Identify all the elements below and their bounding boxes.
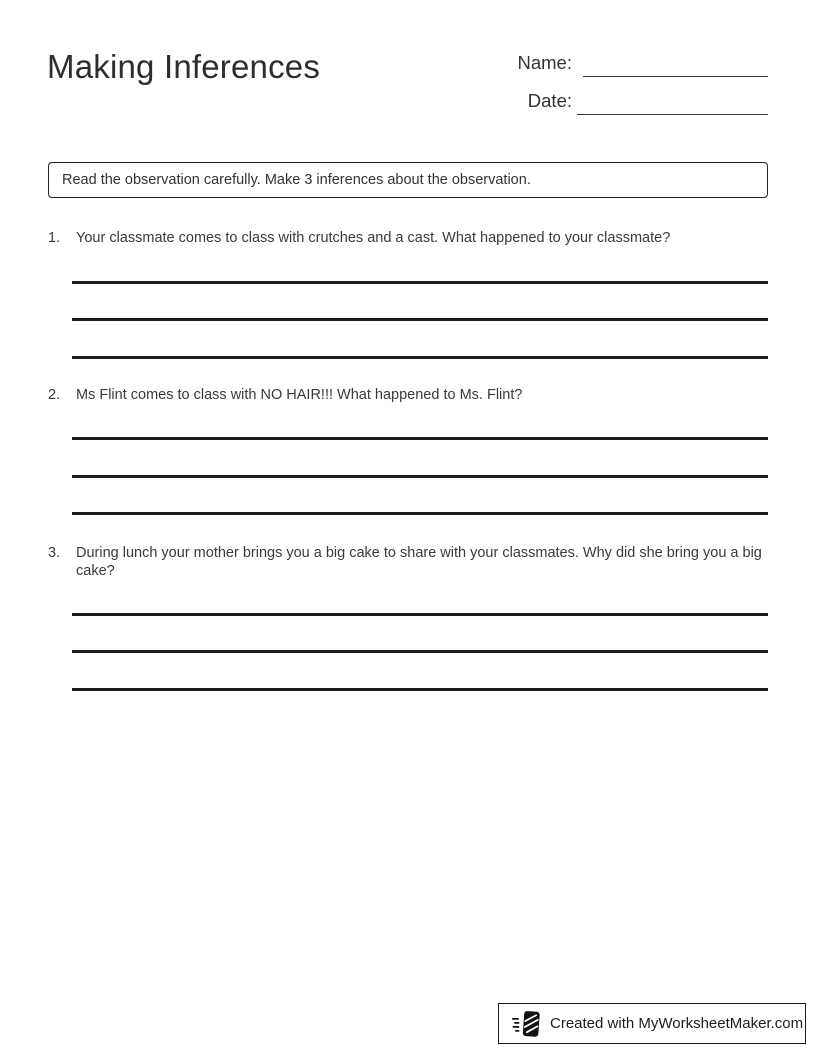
- page-title: Making Inferences: [47, 48, 321, 85]
- question-3: [48, 544, 768, 692]
- question-1: [48, 229, 768, 359]
- question-2-text: Ms Flint comes to class with NO HAIR!!! What happened to Ms. Flint?: [76, 387, 523, 403]
- footer-credit-badge[interactable]: [498, 1003, 806, 1044]
- instructions-box: [48, 162, 768, 198]
- question-1-number: 1.: [48, 230, 61, 246]
- footer-credit-text: Created with MyWorksheetMaker.com: [550, 1015, 804, 1032]
- question-2-number: 2.: [48, 387, 61, 403]
- answer-line: [72, 356, 768, 359]
- question-1-text: Your classmate comes to class with crutches and a cast. What happened to your classmate?: [76, 230, 671, 246]
- answer-line: [72, 281, 768, 284]
- answer-line: [72, 437, 768, 440]
- answer-line: [72, 475, 768, 478]
- date-label: Date:: [527, 90, 572, 111]
- instructions-text: Read the observation carefully. Make 3 inferences about the observation.: [62, 172, 531, 188]
- question-3-text: During lunch your mother brings you a big cake to share with your classmates. Why did she bring you a big cake?: [76, 545, 762, 579]
- answer-line: [72, 318, 768, 321]
- answer-line: [72, 650, 768, 653]
- question-3-number: 3.: [48, 545, 61, 561]
- name-label: Name:: [517, 52, 572, 73]
- answer-line: [72, 512, 768, 515]
- answer-line: [72, 613, 768, 616]
- name-blank-line: [583, 76, 768, 77]
- date-blank-line: [577, 114, 768, 115]
- answer-line: [72, 688, 768, 691]
- myworksheetmaker-logo-icon: [512, 1009, 542, 1039]
- question-2: [48, 386, 768, 516]
